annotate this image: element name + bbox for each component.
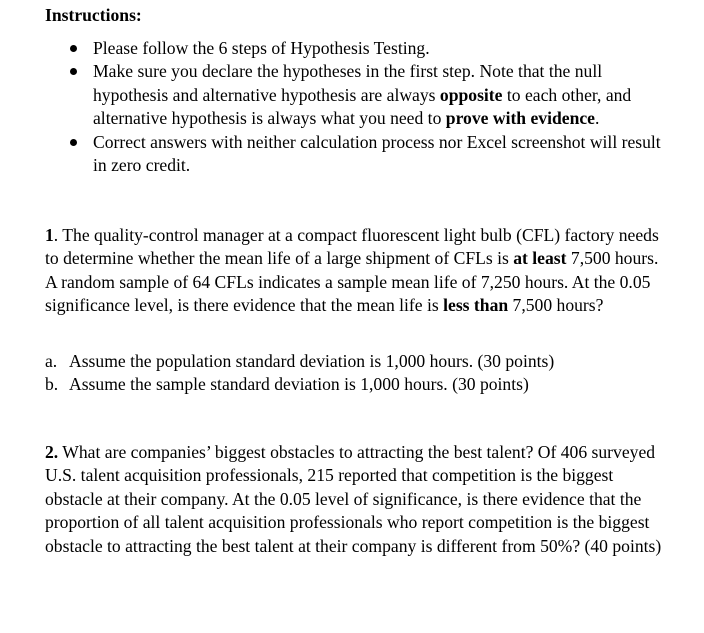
- question-text: 7,500 hours. A random sample of 64 CFLs indicates a sample mean life of 7,250 hours. At the 0.05 significance level, is there evidence that the mean life is: [45, 248, 659, 316]
- question-text: What are companies’ biggest obstacles to attracting the best talent? Of 406 surveyed U.S. talent acquisition professionals, 215 reported that competition is the biggest obstacle at their company. At the 0.05 level of significance, is there evidence that the proportion of all talent acquisition professionals who report competition is the biggest obstacle to attracting the best talent at their company is different from 50%? (40 points): [45, 442, 662, 556]
- instruction-item: [0, 60, 673, 130]
- question-text: 7,500 hours?: [508, 295, 604, 316]
- bullet-icon: [70, 139, 77, 146]
- bullet-icon: [70, 45, 77, 52]
- question-emphasis: at least: [513, 248, 567, 269]
- subpart-text: Assume the population standard deviation is 1,000 hours. (30 points): [69, 351, 555, 371]
- instruction-text: to each other, and alternative hypothesis is always what you need to: [93, 84, 632, 129]
- instruction-item: [0, 131, 673, 178]
- question-2: [45, 441, 670, 558]
- instructions-title: Instructions:: [45, 5, 142, 25]
- subpart-item: [45, 373, 670, 396]
- question-number: 1: [45, 225, 54, 245]
- subpart-letter: a.: [45, 351, 58, 371]
- bullet-icon: [70, 68, 77, 75]
- instruction-text: Make sure you declare the hypotheses in the first step. Note that the null hypothesis and alternative hypothesis are always: [93, 61, 603, 105]
- subpart-item: [45, 350, 670, 373]
- question-emphasis: less than: [443, 295, 509, 316]
- instruction-text: Correct answers with neither calculation process nor Excel screenshot will result in zero credit.: [93, 131, 661, 176]
- question-text: . The quality-control manager at a compact fluorescent light bulb (CFL) factory needs to determine whether the mean life of a large shipment of CFLs is: [45, 225, 659, 269]
- instruction-item: [0, 37, 673, 60]
- question-1: [45, 224, 670, 318]
- instruction-text: Please follow the 6 steps of Hypothesis Testing.: [93, 38, 430, 58]
- instruction-emphasis: prove with evidence: [445, 108, 595, 129]
- instruction-emphasis: opposite: [439, 84, 503, 105]
- instruction-text: .: [595, 108, 600, 129]
- question-1-subparts: [45, 350, 670, 397]
- instructions-list: [0, 37, 704, 177]
- subpart-letter: b.: [45, 374, 59, 395]
- subpart-text: Assume the sample standard deviation is 1,000 hours. (30 points): [69, 374, 529, 395]
- question-number: 2.: [45, 442, 59, 462]
